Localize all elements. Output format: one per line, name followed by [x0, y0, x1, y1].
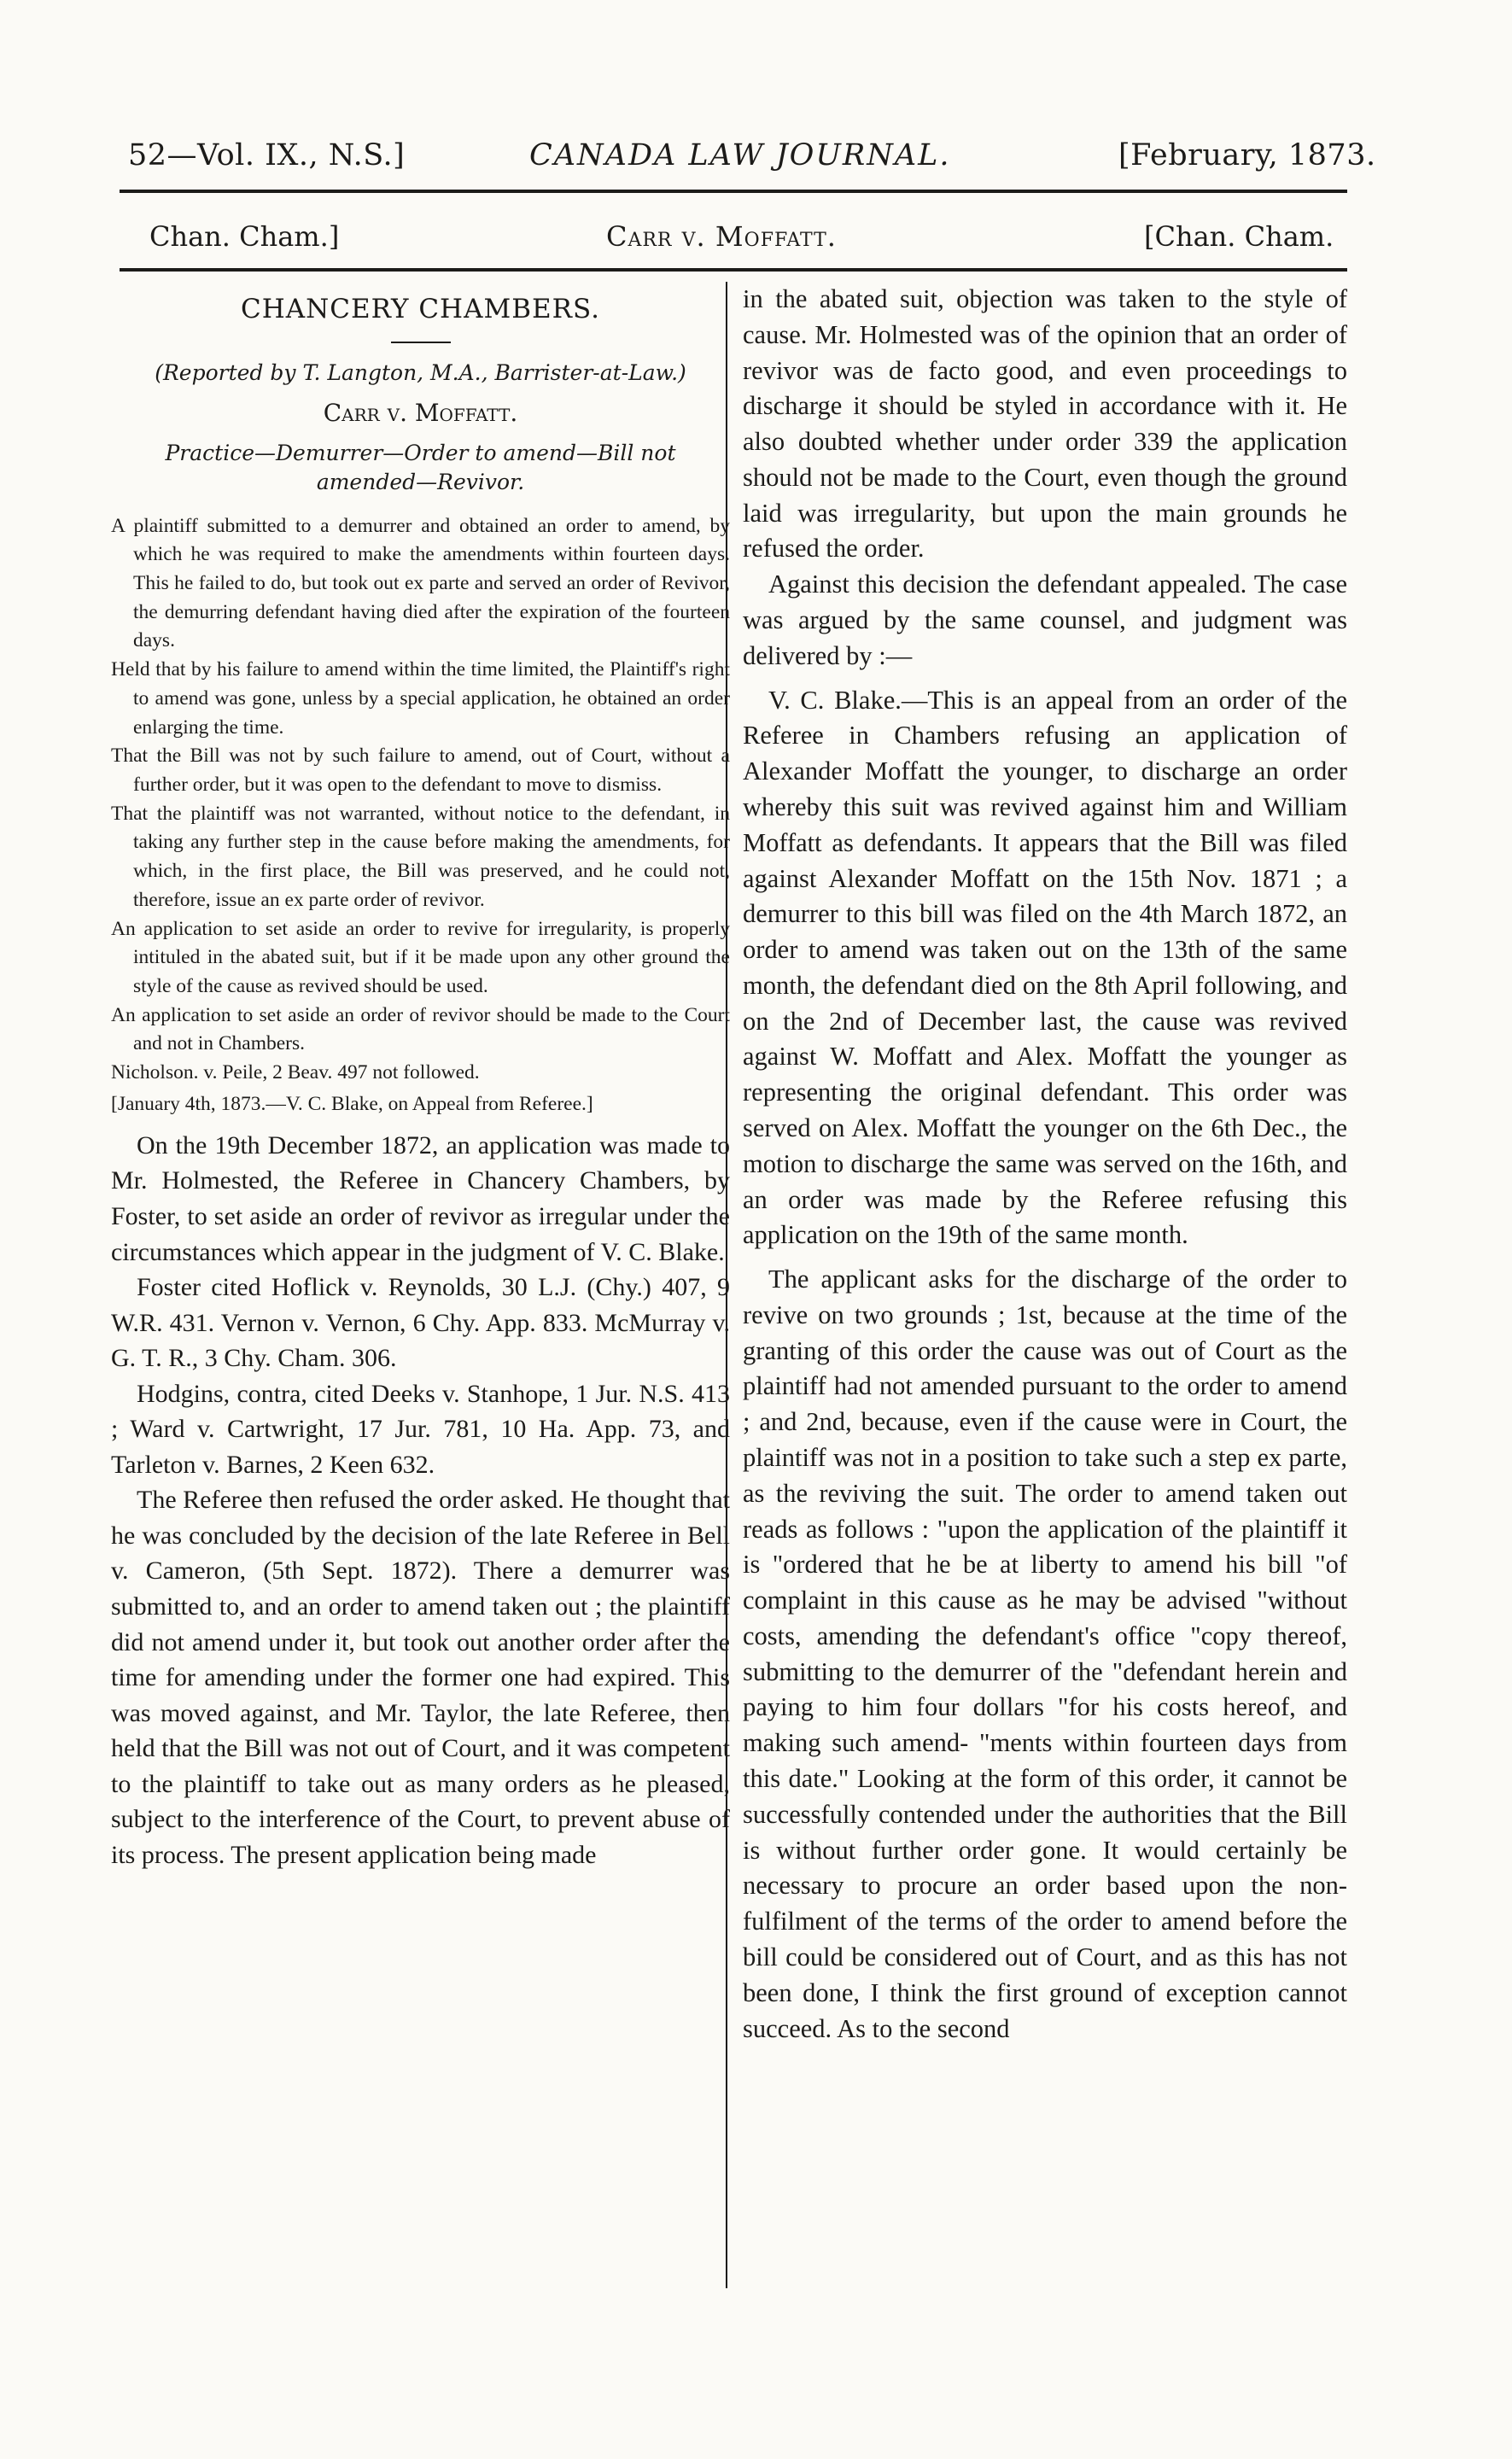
body-paragraph: The Referee then refused the order asked. He thought that he was concluded by the decision of the late Referee in Bell v. Cameron, (5th Sept. 1872). There a demurrer was submitted to, and an order to amend taken out ; the plaintiff did not amend under it, but took out another order after the time for amending under the former one had expired. This was moved against, and Mr. Taylor, the late Referee, then held that the Bill was not out of Court, and it was competent to the plaintiff to take out as many orders as he pleased, subject to the interference of the Court, to prevent abuse of its process. The present application being made	[111, 1486, 730, 1869]
headnote: Nicholson. v. Peile, 2 Beav. 497 not followed.	[111, 1061, 480, 1084]
body-paragraph: Hodgins, contra, cited Deeks v. Stanhope, 1 Jur. N.S. 413 ; Ward v. Cartwright, 17 Jur. 781, 10 Ha. App. 73, and Tarleton v. Barnes, 2 Keen 632.	[111, 1379, 730, 1479]
headnote: An application to set aside an order to revive for irregularity, is properly intituled in the abated suit, but if it be made upon any other ground the style of the cause as revived should be used.	[111, 917, 730, 997]
headnote: That the plaintiff was not warranted, without notice to the defendant, in taking any further step in the cause before making the amendments, for which, in the first place, the Bill was preserved, and he could not, therefore, issue an ex parte order of revivor.	[111, 802, 730, 911]
body-paragraph: in the abated suit, objection was taken to the style of cause. Mr. Holmested was of the opinion that an order of revivor was de facto good, and even proceedings to discharge it should be styled in accordance with it. He also doubted whether under order 339 the application should not be made to the Court, even though the ground laid was irregularity, but upon the main grounds he refused the order.	[743, 284, 1347, 564]
decision-date-line: [January 4th, 1873.—V. C. Blake, on Appeal from Referee.]	[111, 1092, 593, 1115]
page-number-volume: 52—Vol. IX., N.S.]	[128, 138, 406, 172]
court-label-right: [Chan. Cham.	[1144, 220, 1334, 253]
left-column	[111, 282, 730, 1872]
section-title: CHANCERY CHAMBERS.	[241, 294, 600, 324]
headnote: An application to set aside an order of revivor should be made to the Court and not in Chambers.	[111, 1003, 730, 1055]
reporter-line: (Reported by T. Langton, M.A., Barrister-at-Law.)	[155, 360, 686, 385]
judgment-paragraph: V. C. Blake.—This is an appeal from an order of the Referee in Chambers refusing an application of Alexander Moffatt the younger, to discharge an order whereby this suit was revived against him and William Moffatt as defendants. It appears that the Bill was filed against Alexander Moffatt on the 15th Nov. 1871 ; a demurrer to this bill was filed on the 4th March 1872, an order to amend was taken out on the 13th of the same month, the defendant died on the 8th April following, and on the 2nd of December last, the cause was revived against W. Moffatt and Alex. Moffatt the younger as representing the original defendant. This order was served on Alex. Moffatt the younger on the 6th Dec., the motion to discharge the same was served on the 16th, and an order was made by the Referee refusing this application on the 19th of the same month.	[743, 685, 1347, 1250]
body-paragraph: On the 19th December 1872, an application was made to Mr. Holmested, the Referee in Chancery Chambers, by Foster, to set aside an order of revivor as irregular under the circumstances which appear in the judgment of V. C. Blake.	[111, 1130, 730, 1266]
right-column	[743, 282, 1347, 2047]
headnotes	[111, 512, 730, 1088]
header-rule	[120, 190, 1347, 193]
case-name: Carr v. Moffatt.	[323, 399, 518, 427]
headnote: That the Bill was not by such failure to amend, out of Court, without a further order, but it was open to the defendant to move to dismiss.	[111, 745, 730, 796]
body-paragraph: Against this decision the defendant appealed. The case was argued by the same counsel, and judgment was delivered by :—	[743, 569, 1347, 670]
body-paragraph: The applicant asks for the discharge of the order to revive on two grounds ; 1st, because at the time of the granting of this order the cause was out of Court as the plaintiff had not amended pursuant to the order to amend ; and 2nd, because, even if the cause were in Court, the plaintiff was not in a position to take such a step ex parte, as the reviving the suit. The order to amend taken out reads as follows : "upon the application of the plaintiff it is "ordered that he be at liberty to amend his bill "of complaint in this cause as he may be advised "without costs, amending the defendant's office "copy thereof, submitting to the demurrer of the "defendant herein and paying to him four dollars "for his costs hereof, and making such amend- "ments within fourteen days from this date." Looking at the form of this order, it cannot be successfully contended under the authorities that the Bill is without further order gone. It would certainly be necessary to procure an order based upon the non-fulfilment of the terms of the order to amend before the bill could be considered out of Court, and as this has not been done, I think the first ground of exception cannot succeed. As to the second	[743, 1265, 1347, 2043]
case-title-header: Carr v. Moffatt.	[606, 220, 837, 253]
practice-line: Practice—Demurrer—Order to amend—Bill not amended—Revivor.	[165, 441, 676, 494]
headnote: Held that by his failure to amend within the time limited, the Plaintiff's right to amend was gone, unless by a special application, he obtained an order enlarging the time.	[111, 658, 730, 739]
title-rule	[391, 342, 451, 343]
subheader-rule	[120, 268, 1347, 272]
headnote: A plaintiff submitted to a demurrer and obtained an order to amend, by which he was required to make the amendments within fourteen days. This he failed to do, but took out ex parte and served an order of Revivor, the demurring defendant having died after the expiration of the fourteen days.	[111, 514, 730, 652]
court-label-left: Chan. Cham.]	[149, 220, 340, 253]
body-paragraph: Foster cited Hoflick v. Reynolds, 30 L.J. (Chy.) 407, 9 W.R. 431. Vernon v. Vernon, 6 Chy. App. 833. McMurray v. G. T. R., 3 Chy. Cham. 306.	[111, 1273, 730, 1373]
journal-title: CANADA LAW JOURNAL.	[529, 138, 951, 172]
issue-date: [February, 1873.	[1118, 138, 1376, 172]
